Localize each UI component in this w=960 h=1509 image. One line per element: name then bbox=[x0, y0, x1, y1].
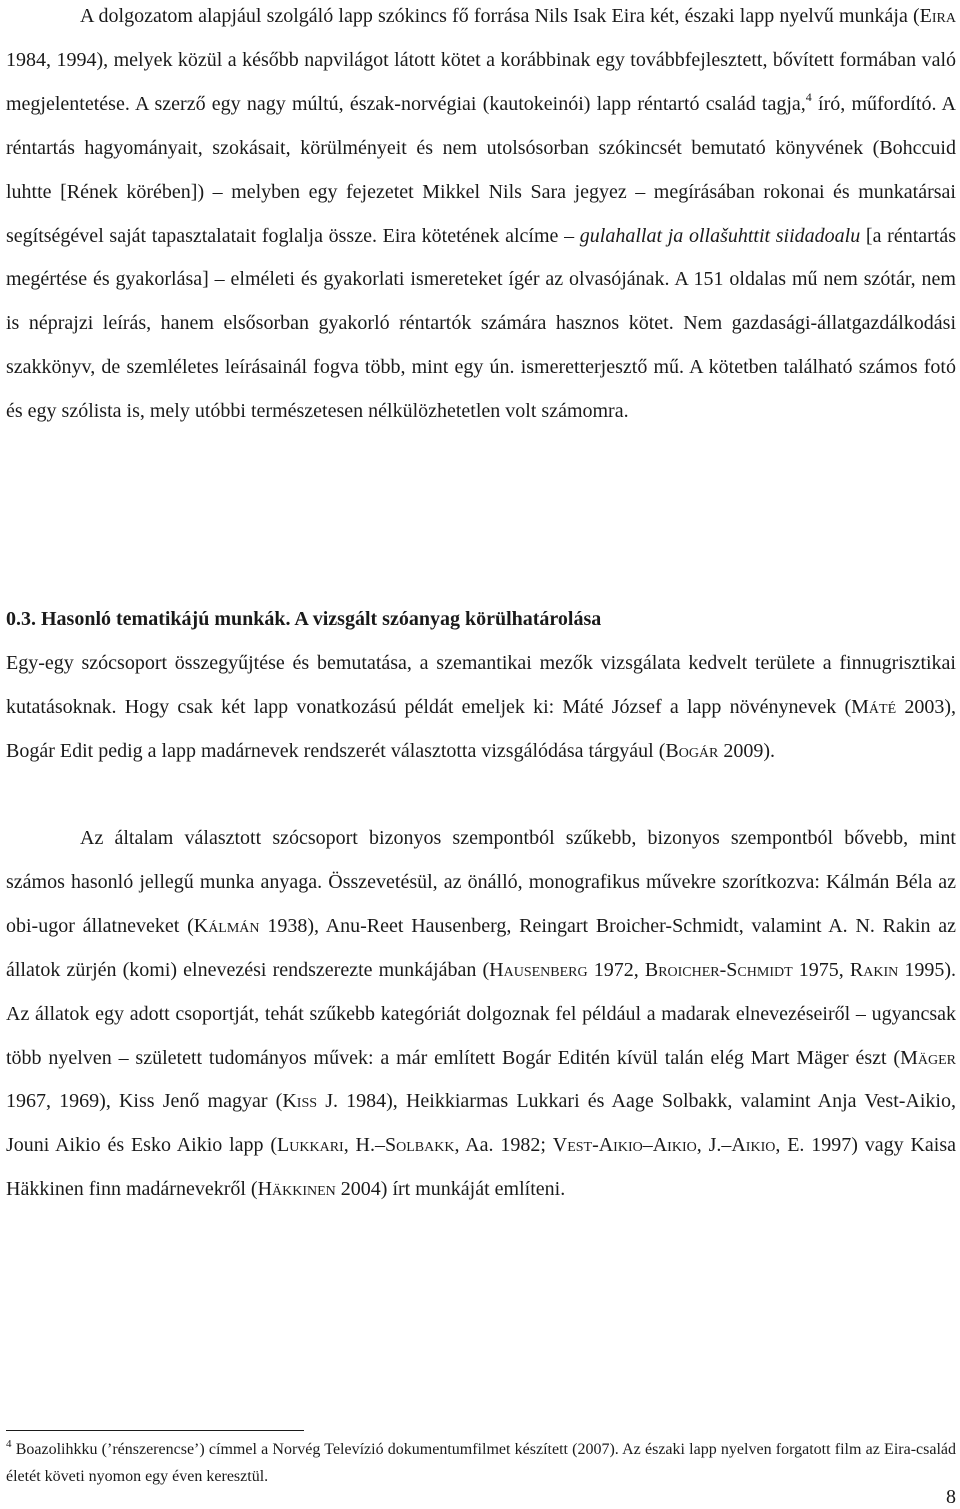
text-run: , E. 1997) vagy Kaisa Häkkinen finn madárnevekről ( bbox=[6, 1134, 956, 1201]
text-run: író, műfordító. A réntartás hagyományait, szokásait, körülményeit és nem utolsósorban szókincsét bemutató könyvének (Bohccuid luhtte [Rének körében]) – melyben egy fejezetet Mikkel Nils Sara jegyez – megírásában rokonai és munkatársai segítségével saját tapasztalatait foglalja össze. Eira kötetének alcíme – bbox=[6, 92, 957, 247]
text-run: , Aa. 1982; bbox=[454, 1134, 553, 1157]
paragraph-similar-works bbox=[6, 642, 956, 774]
text-run: Egy-egy szócsoport összegyűjtése és bemutatása, a szemantikai mezők vizsgálata kedvelt területe a finnugrisztikai kutatásoknak. Hogy csak két lapp vonatkozású példát emeljek ki: Máté József a lapp növénynevek ( bbox=[6, 652, 956, 718]
text-run: [a réntartás megértése és gyakorlása] – elméleti és gyakorlati ismereteket ígér az olvasójának. A 151 oldalas mű nem szótár, nem is néprajzi leírás, hanem elsősorban gyakorló réntartók számára hasznos kötet. Nem gazdasági-állatgazdálkodási szakkönyv, de szemléletes leírásainál fogva több, mint egy ún. ismeretterjesztő mű. A kötetben található számos fotó és egy szólista is, mely utóbbi természetesen nélkülözhetetlen volt számomra. bbox=[6, 224, 957, 423]
text-run: 1938), Anu-Reet Hausenberg, Reingart Broicher-Schmidt, valamint A. N. Rakin az állatok zürjén (komi) elnevezési rendszerezte munkájában ( bbox=[6, 914, 956, 981]
citation-author: Aikio bbox=[731, 1134, 776, 1157]
footnote-separator bbox=[6, 1430, 304, 1431]
citation-author: Vest-Aikio–Aikio bbox=[552, 1134, 697, 1157]
citation-author: Hausenberg bbox=[489, 958, 588, 981]
citation-author: Solbakk bbox=[384, 1134, 455, 1157]
citation-author: Rakin bbox=[849, 958, 899, 981]
citation-author: Mäger bbox=[900, 1046, 956, 1069]
footnote bbox=[6, 1436, 956, 1490]
text-run: 1984, 1994), melyek közül a később napvilágot látott kötet a korábbinak egy továbbfejlesztett, bővített formában való megjelentetése. A szerző egy nagy múltú, észak-norvégiai (kautokeinói) lapp réntartó család tagja, bbox=[6, 48, 956, 115]
citation-author: Kiss bbox=[282, 1090, 318, 1113]
citation-author: Häkkinen bbox=[257, 1178, 336, 1201]
paragraph-source-description bbox=[6, 0, 956, 434]
text-run: 1972, bbox=[587, 958, 645, 981]
footnote-reference[interactable]: 4 bbox=[805, 89, 812, 104]
text-run: 1995). Az állatok egy adott csoportját, tehát szűkebb kategóriát dolgoznak fel például a madarak elnevezéseiről – ugyancsak több nyelven – született tudományos művek: a már említett Bogár Editén kívül talán elég Mart Mäger észt ( bbox=[6, 958, 957, 1069]
text-run: J. 1984), Heikkiarmas Lukkari és Aage Solbakk, valamint Anja Vest-Aikio, Jouni Aikio és Esko Aikio lapp ( bbox=[6, 1090, 956, 1157]
text-run: A dolgozatom alapjául szolgáló lapp szókincs fő forrása Nils Isak Eira két, északi lapp nyelvű munkája ( bbox=[80, 5, 920, 27]
page-number: 8 bbox=[946, 1486, 956, 1508]
citation-author: Broicher-Schmidt bbox=[644, 958, 793, 981]
citation-author: Kálmán bbox=[193, 914, 260, 937]
section-heading: 0.3. Hasonló tematikájú munkák. A vizsgált szóanyag körülhatárolása bbox=[6, 608, 602, 630]
citation-author: Eira bbox=[919, 5, 956, 27]
book-subtitle: gulahallat ja ollašuhttit siidadoalu bbox=[579, 224, 861, 247]
text-run: 2003), Bogár Edit pedig a lapp madárnevek rendszerét választotta vizsgálódása tárgyául ( bbox=[6, 695, 956, 762]
text-run: , J.– bbox=[696, 1134, 732, 1157]
footnote-text: Boazolihkku (’rénszerencse’) címmel a Norvég Televízió dokumentumfilmet készített (2007). Az északi lapp nyelven forgatott film az Eira-család életét követi nyomon egy éven keresztül. bbox=[6, 1441, 956, 1485]
text-run: 1975, bbox=[792, 958, 850, 981]
footnote-number: 4 bbox=[6, 1438, 12, 1450]
text-run: 2009). bbox=[718, 739, 776, 762]
text-run: , H.– bbox=[343, 1134, 385, 1157]
citation-author: Bogár bbox=[665, 739, 719, 762]
text-run: Az általam választott szócsoport bizonyos szempontból szűkebb, bizonyos szempontból bővebb, mint számos hasonló jellegű munka anyaga. Összevetésül, az önálló, monografikus művekre szorítkozva: Kálmán Béla az obi-ugor állatneveket ( bbox=[6, 827, 956, 937]
text-run: 2004) írt munkáját említeni. bbox=[335, 1178, 566, 1201]
citation-author: Máté bbox=[851, 695, 897, 718]
text-run: 1967, 1969), Kiss Jenő magyar ( bbox=[6, 1090, 283, 1113]
paragraph-comparison bbox=[6, 817, 956, 1212]
citation-author: Lukkari bbox=[277, 1134, 344, 1157]
